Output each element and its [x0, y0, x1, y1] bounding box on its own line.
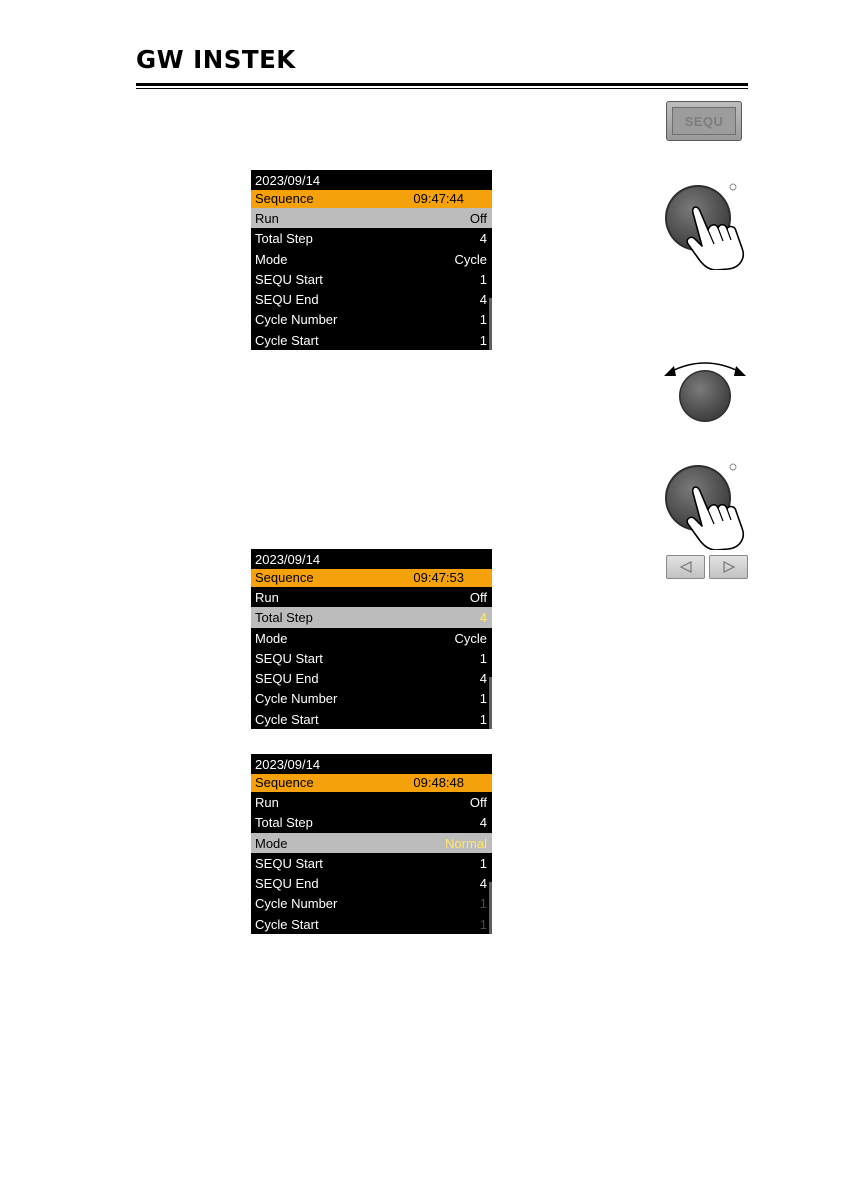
arrow-keys — [664, 553, 750, 581]
screen-title-bar — [251, 569, 492, 587]
sequence-screen — [251, 170, 492, 350]
setting-row-sequ-end[interactable]: SEQU End 4 — [255, 292, 487, 308]
setting-row-mode[interactable]: Mode Cycle — [255, 251, 487, 267]
header-rule — [136, 83, 748, 86]
header-rule-thin — [136, 88, 748, 89]
screen-title: Sequence — [255, 775, 314, 790]
setting-row-mode[interactable]: Mode Cycle — [255, 630, 487, 646]
knob-rotate-icon[interactable] — [660, 356, 750, 424]
setting-row-run[interactable]: Run Off — [251, 208, 492, 228]
scrollbar[interactable] — [489, 882, 492, 934]
setting-row-cycle-number[interactable]: Cycle Number 1 — [255, 896, 487, 912]
gw-instek-logo: GW INSTEK — [136, 45, 296, 74]
screen-date: 2023/09/14 — [255, 173, 321, 188]
setting-row-run[interactable]: Run Off — [255, 590, 487, 605]
screen-title: Sequence — [255, 191, 314, 206]
setting-row-sequ-start[interactable]: SEQU Start 1 — [255, 855, 487, 871]
setting-row-sequ-end[interactable]: SEQU End 4 — [255, 671, 487, 687]
setting-row-cycle-start[interactable]: Cycle Start 1 — [255, 916, 487, 932]
sequ-key-label: SEQU — [672, 107, 736, 135]
screen-date: 2023/09/14 — [255, 552, 321, 567]
screen-title-bar — [251, 774, 492, 792]
sequ-key-icon[interactable] — [666, 101, 742, 141]
screen-date: 2023/09/14 — [255, 757, 321, 772]
knob-press-icon[interactable] — [658, 458, 754, 550]
setting-row-run[interactable]: Run Off — [255, 795, 487, 810]
setting-row-cycle-number[interactable]: Cycle Number 1 — [255, 312, 487, 328]
setting-row-sequ-start[interactable]: SEQU Start 1 — [255, 271, 487, 287]
setting-row-total-step[interactable]: Total Step 4 — [251, 607, 492, 627]
screen-title: Sequence — [255, 570, 314, 585]
setting-row-sequ-end[interactable]: SEQU End 4 — [255, 876, 487, 892]
setting-row-cycle-start[interactable]: Cycle Start 1 — [255, 711, 487, 727]
screen-title-bar — [251, 190, 492, 208]
knob-press-icon[interactable] — [658, 178, 754, 270]
scrollbar[interactable] — [489, 677, 492, 729]
screen-time: 09:48:48 — [413, 775, 464, 790]
setting-row-mode[interactable]: Mode Normal — [251, 833, 492, 853]
screen-time: 09:47:44 — [413, 191, 464, 206]
setting-row-total-step[interactable]: Total Step 4 — [255, 815, 487, 831]
sequence-screen — [251, 754, 492, 934]
sequence-screen — [251, 549, 492, 729]
setting-row-cycle-start[interactable]: Cycle Start 1 — [255, 332, 487, 348]
scrollbar[interactable] — [489, 298, 492, 350]
arrow-left-icon[interactable] — [666, 555, 705, 579]
screen-time: 09:47:53 — [413, 570, 464, 585]
arrow-right-icon[interactable] — [709, 555, 748, 579]
setting-row-total-step[interactable]: Total Step 4 — [255, 231, 487, 247]
setting-row-cycle-number[interactable]: Cycle Number 1 — [255, 691, 487, 707]
setting-row-sequ-start[interactable]: SEQU Start 1 — [255, 650, 487, 666]
